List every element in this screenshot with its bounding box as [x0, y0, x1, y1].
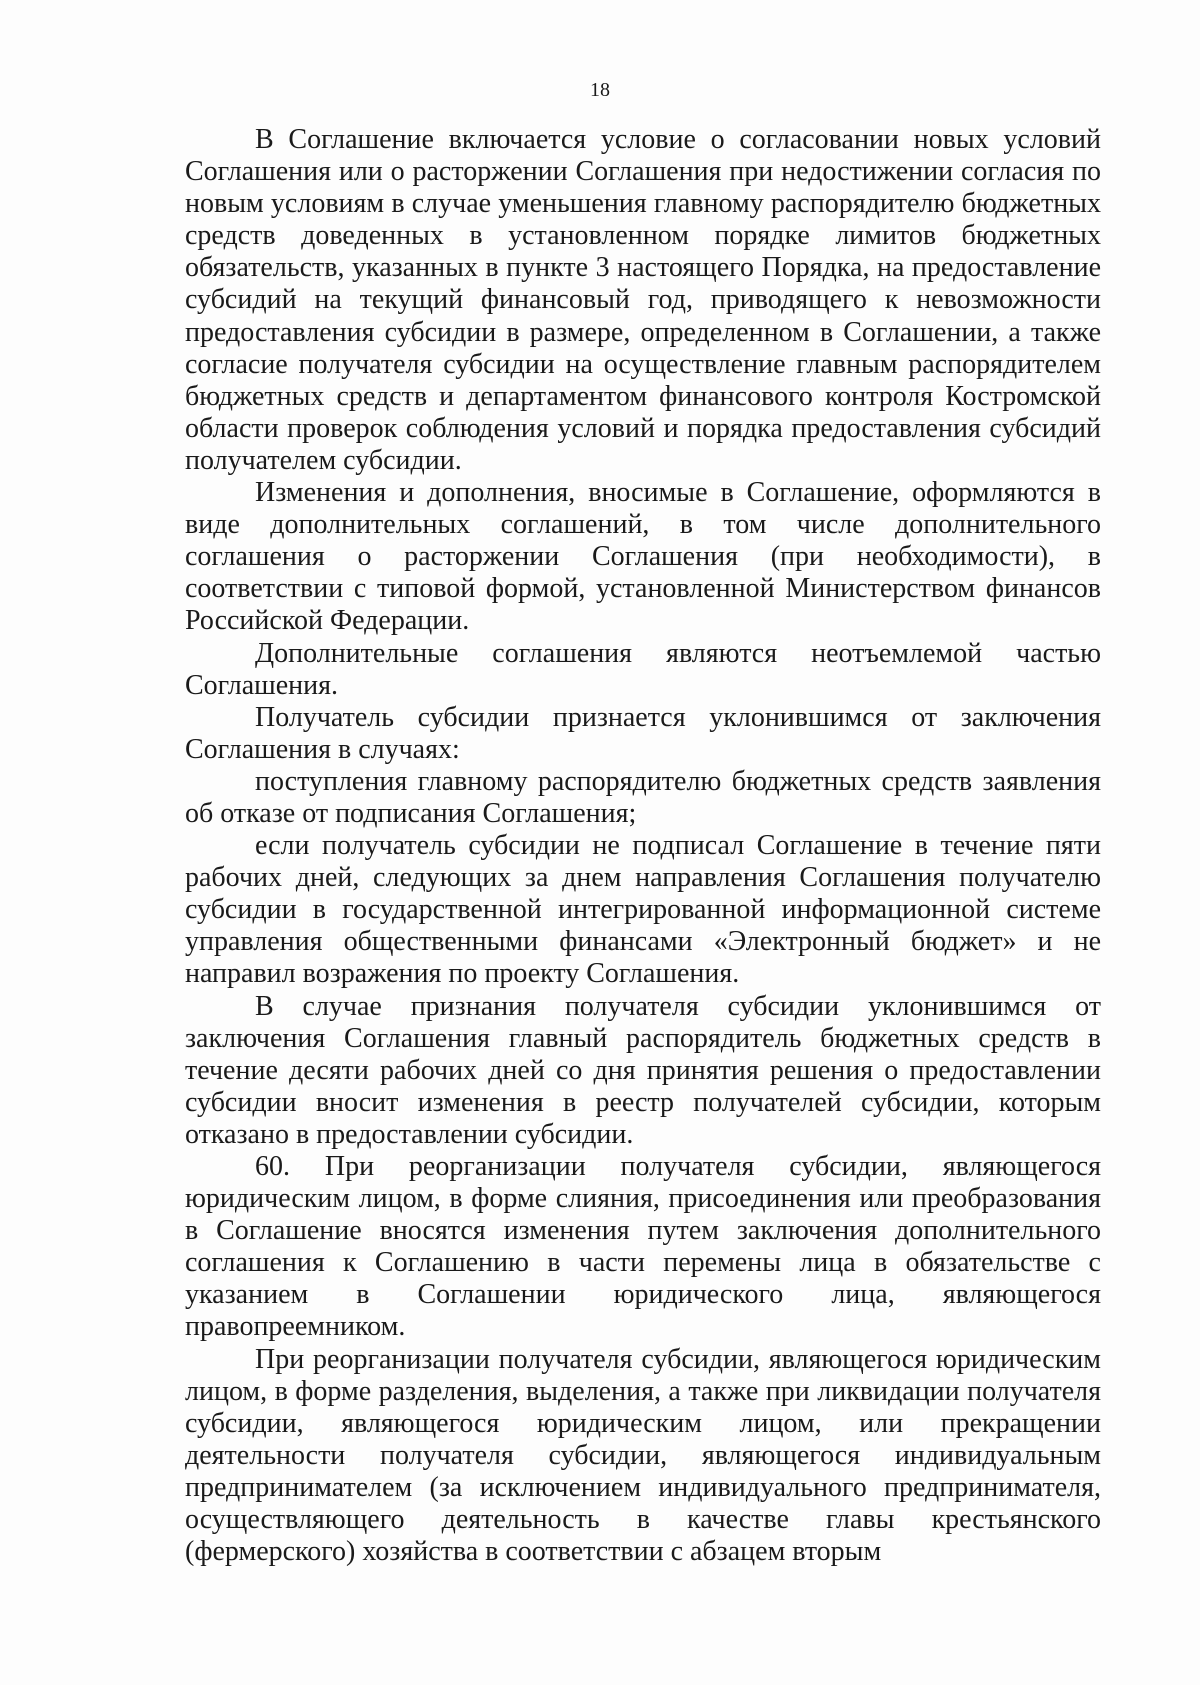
- paragraph-refusal-statement: поступления главному распорядителю бюджетных средств заявления об отказе от подписания Соглашения;: [185, 765, 1101, 829]
- page-number: 18: [590, 79, 610, 101]
- document-body: [185, 124, 1101, 1568]
- paragraph-agreement-conditions: В Соглашение включается условие о согласовании новых условий Соглашения или о расторжении Соглашения при недостижении согласия по новым условиям в случае уменьшения главному распорядителю бюджетных средств доведенных в установленном порядке лимитов бюджетных обязательств, указанных в пункте 3 настоящего Порядка, на предоставление субсидий на текущий финансовый год, приводящего к невозможности предоставления субсидии в размере, определенном в Соглашении, а также согласие получателя субсидии на осуществление главным распорядителем бюджетных средств и департаментом финансового контроля Костромской области проверок соблюдения условий и порядка предоставления субсидий получателем субсидии.: [185, 124, 1101, 476]
- paragraph-amendments: Изменения и дополнения, вносимые в Соглашение, оформляются в виде дополнительных соглашений, в том числе дополнительного соглашения о расторжении Соглашения (при необходимости), в соответствии с типовой формой, установленной Министерством финансов Российской Федерации.: [185, 477, 1101, 637]
- paragraph-registry-changes: В случае признания получателя субсидии уклонившимся от заключения Соглашения главный распорядитель бюджетных средств в течение десяти рабочих дней со дня принятия решения о предоставлении субсидии вносит изменения в реестр получателей субсидии, которым отказано в предоставлении субсидии.: [185, 990, 1101, 1150]
- paragraph-reorganization-division: При реорганизации получателя субсидии, являющегося юридическим лицом, в форме разделения, выделения, а также при ликвидации получателя субсидии, являющегося юридическим лицом, или прекращении деятельности получателя субсидии, являющегося индивидуальным предпринимателем (за исключением индивидуального предпринимателя, осуществляющего деятельность в качестве главы крестьянского (фермерского) хозяйства в соответствии с абзацем вторым: [185, 1343, 1101, 1568]
- paragraph-additional-agreements: Дополнительные соглашения являются неотъемлемой частью Соглашения.: [185, 637, 1101, 701]
- paragraph-not-signed: если получатель субсидии не подписал Соглашение в течение пяти рабочих дней, следующих за днем направления Соглашения получателю субсидии в государственной интегрированной информационной системе управления общественными финансами «Электронный бюджет» и не направил возражения по проекту Соглашения.: [185, 830, 1101, 990]
- paragraph-evasion-cases: Получатель субсидии признается уклонившимся от заключения Соглашения в случаях:: [185, 701, 1101, 765]
- paragraph-item-60: 60. При реорганизации получателя субсидии, являющегося юридическим лицом, в форме слияния, присоединения или преобразования в Соглашение вносятся изменения путем заключения дополнительного соглашения к Соглашению в части перемены лица в обязательстве с указанием в Соглашении юридического лица, являющегося правопреемником.: [185, 1151, 1101, 1343]
